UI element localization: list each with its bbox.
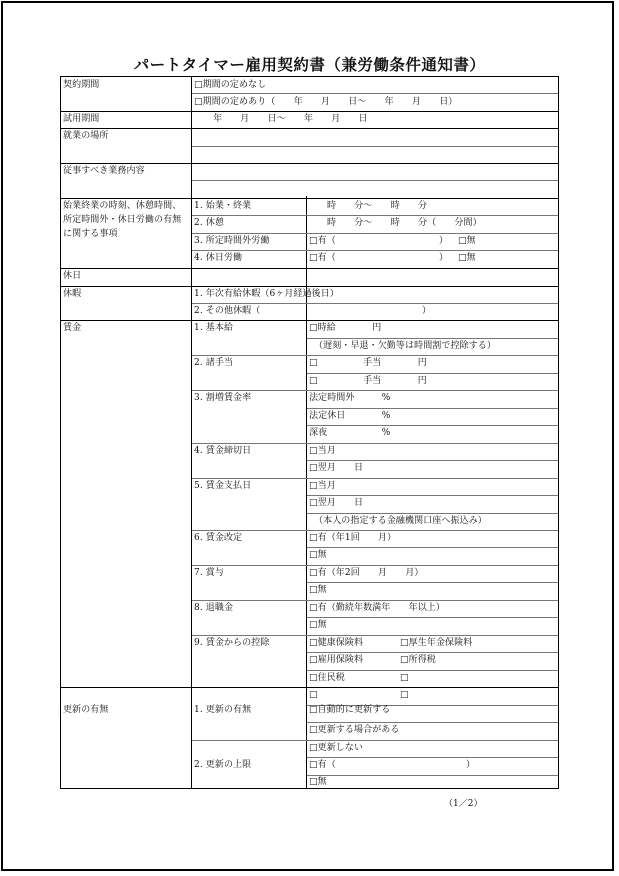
trial-period-label: 試用期間	[63, 114, 100, 124]
contract-period-label: 契約期間	[63, 80, 100, 90]
break-value[interactable]: 時 分～ 時 分（ 分間）	[327, 218, 482, 228]
deduction-health-insurance[interactable]: □健康保険料	[309, 638, 364, 648]
hours-label-line1: 始業終業の時刻、休憩時間、	[63, 201, 182, 211]
deduction-blank-1[interactable]: □	[400, 673, 409, 683]
wage-revision-label: 6. 賃金改定	[194, 533, 243, 543]
renewal-limit-label: 2. 更新の上限	[194, 760, 252, 770]
contract-period-fixed[interactable]: □期間の定めあり（ 年 月 日～ 年 月 日）	[194, 97, 458, 107]
renewal-maybe[interactable]: □更新する場合がある	[309, 725, 400, 735]
column-divider-1	[191, 77, 192, 788]
deduction-pension[interactable]: □厚生年金保険料	[400, 638, 473, 648]
deduction-income-tax[interactable]: □所得税	[400, 655, 436, 665]
workplace-label: 就業の場所	[63, 131, 109, 141]
holiday-work-no[interactable]: □無	[458, 253, 476, 263]
hours-label-line3: に関する事項	[63, 229, 118, 239]
base-pay-label: 1. 基本給	[194, 323, 234, 333]
cutoff-next-month[interactable]: □翌月 日	[309, 463, 364, 473]
deduction-blank-3[interactable]: □	[400, 690, 409, 700]
renewal-sub-label: 1. 更新の有無	[194, 705, 252, 715]
start-end-label: 1. 始業・終業	[194, 201, 252, 211]
other-leave-close: ）	[422, 306, 432, 316]
page-number: （1／2）	[444, 799, 483, 809]
holidays-label: 休日	[63, 271, 82, 281]
overtime-label: 3. 所定時間外労働	[194, 236, 270, 246]
cutoff-this-month[interactable]: □当月	[309, 446, 336, 456]
deduction-employment-insurance[interactable]: □雇用保険料	[309, 655, 364, 665]
renewal-limit-yes[interactable]: □有（	[309, 760, 336, 770]
payday-this-month[interactable]: □当月	[309, 481, 336, 491]
column-divider-2	[306, 196, 307, 788]
holiday-work-label: 4. 休日労働	[194, 253, 243, 263]
other-leave-open[interactable]: 2. その他休暇（	[194, 306, 261, 316]
base-pay-value[interactable]: □時給 円	[309, 323, 382, 333]
document-title: パートタイマー雇用契約書（兼労働条件通知書）	[133, 56, 486, 74]
renewal-auto[interactable]: □自動的に更新する	[309, 705, 391, 715]
deduction-label: 9. 賃金からの控除	[194, 638, 270, 648]
premium-holiday[interactable]: 法定休日 %	[309, 411, 391, 421]
base-pay-note: （遅刻・早退・欠勤等は時間割で控除する）	[314, 341, 497, 351]
premium-overtime[interactable]: 法定時間外 %	[309, 393, 391, 403]
leave-label: 休暇	[63, 289, 82, 299]
wages-label: 賃金	[63, 323, 82, 333]
premium-rate-label: 3. 割増賃金率	[194, 393, 252, 403]
wage-revision-yes[interactable]: □有（年1回 月）	[309, 533, 397, 543]
overtime-yes[interactable]: □有（	[309, 236, 336, 246]
bonus-label: 7. 賞与	[194, 568, 224, 578]
renewal-none[interactable]: □更新しない	[309, 743, 364, 753]
premium-night[interactable]: 深夜 %	[309, 428, 391, 438]
deduction-blank-2[interactable]: □	[309, 690, 318, 700]
start-end-value[interactable]: 時 分～ 時 分	[327, 201, 428, 211]
bonus-no[interactable]: □無	[309, 585, 327, 595]
allowance-row-1[interactable]: □ 手当 円	[309, 358, 427, 368]
deduction-resident-tax[interactable]: □住民税	[309, 673, 345, 683]
holiday-work-yes[interactable]: □有（	[309, 253, 336, 263]
payday-next-month[interactable]: □翌月 日	[309, 498, 364, 508]
renewal-limit-close: ）	[466, 760, 476, 770]
renewal-limit-no[interactable]: □無	[309, 777, 327, 787]
retirement-label: 8. 退職金	[194, 603, 234, 613]
wage-revision-no[interactable]: □無	[309, 550, 327, 560]
duties-label: 従事すべき業務内容	[63, 166, 145, 176]
allowance-row-2[interactable]: □ 手当 円	[309, 376, 427, 386]
retirement-yes[interactable]: □有（勤続年数満年 年以上）	[309, 603, 446, 613]
retirement-no[interactable]: □無	[309, 620, 327, 630]
cutoff-label: 4. 賃金締切日	[194, 446, 252, 456]
annual-leave: 1. 年次有給休暇（6ヶ月経過後日）	[194, 289, 339, 299]
renewal-label: 更新の有無	[63, 705, 109, 715]
overtime-close: ）	[439, 236, 449, 246]
contract-period-none[interactable]: □期間の定めなし	[194, 80, 267, 90]
contract-form	[60, 76, 559, 789]
hours-label-line2: 所定時間外・休日労働の有無	[63, 215, 182, 225]
break-label: 2. 休憩	[194, 218, 224, 228]
holiday-work-close: ）	[439, 253, 449, 263]
bonus-yes[interactable]: □有（年2回 月 月）	[309, 568, 424, 578]
payday-label: 5. 賃金支払日	[194, 481, 252, 491]
overtime-no[interactable]: □無	[458, 236, 476, 246]
payday-note: （本人の指定する金融機関口座へ振込み）	[314, 516, 487, 526]
trial-period-value[interactable]: 年 月 日～ 年 月 日	[213, 114, 368, 124]
allowance-label: 2. 諸手当	[194, 358, 234, 368]
